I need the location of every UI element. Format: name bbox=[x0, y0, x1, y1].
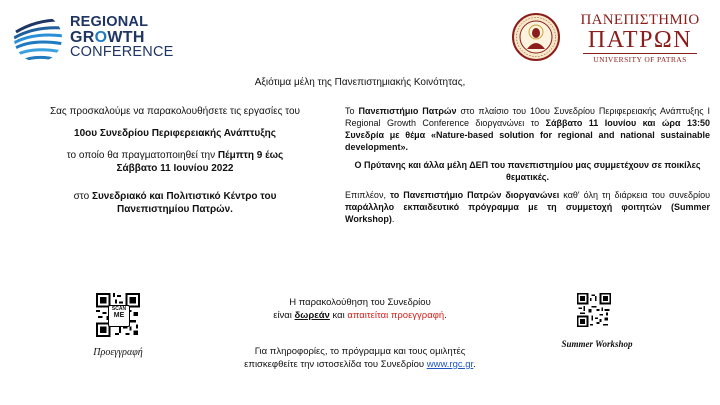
upatras-line-2: ΠΑΤΡΩΝ bbox=[587, 27, 693, 53]
right-description bbox=[345, 105, 710, 225]
greeting: Αξιότιμα μέλη της Πανεπιστημιακής Κοινότητας, bbox=[254, 77, 466, 88]
left-date-line: το οποίο θα πραγματοποιηθεί την Πέμπτη 9 έως bbox=[66, 150, 284, 161]
left-venue-end: Πανεπιστημίου Πατρών. bbox=[117, 204, 233, 215]
bottom-line-2: είναι δωρεάν και απαιτείται προεγγραφή. bbox=[273, 309, 447, 321]
upatras-seal-icon bbox=[512, 13, 560, 61]
left-conference-name: 10ου Συνεδρίου Περιφερειακής Ανάπτυξης bbox=[74, 128, 276, 139]
rgc-line-conference: CONFERENCE bbox=[70, 44, 174, 60]
summer-workshop-label: Summer Workshop bbox=[561, 339, 633, 349]
rgc-line-regional: REGIONAL bbox=[70, 14, 149, 30]
bottom-info bbox=[190, 297, 530, 371]
bottom-line-1: Η παρακολούθηση του Συνεδρίου bbox=[289, 297, 431, 308]
right-p2: Ο Πρύτανης και άλλα μέλη ΔΕΠ του πανεπιστημίου μας συμμετέχουν σε ποικίλες θεματικές. bbox=[354, 160, 701, 182]
bottom-line-3: Για πληροφορίες, το πρόγραμμα και τους ομιλητές bbox=[254, 346, 466, 357]
left-invitation bbox=[10, 105, 340, 216]
right-p3: Επιπλέον, το Πανεπιστήμιο Πατρών διοργανώνει καθ' όλη τη διάρκεια του συνεδρίου παράλληλο εκπαιδευτικό πρόγραμμα με τη συμμετοχή φοιτητών (Summer Workshop). bbox=[345, 190, 711, 224]
summer-workshop-qr-code[interactable] bbox=[577, 293, 611, 327]
bottom-line-4: επισκεφθείτε την ιστοσελίδα του Συνεδρίου www.rgc.gr. bbox=[244, 358, 476, 370]
upatras-wordmark bbox=[565, 12, 715, 64]
right-p1: Το Πανεπιστήμιο Πατρών στο πλαίσιο του 10ου Συνεδρίου Περιφερειακής Ανάπτυξης I Regional Growth Conference διοργανώνει το Σάββατο 11 Ιουνίου και ώρα 13:50 Συνεδρία με θέμα «Nature-based solution for regional and national sustainable development». bbox=[345, 106, 711, 152]
upatras-line-1: ΠΑΝΕΠΙΣΤΗΜΙΟ bbox=[580, 12, 700, 28]
upatras-line-3: UNIVERSITY OF PATRAS bbox=[583, 53, 697, 64]
left-p1: Σας προσκαλούμε να παρακολουθήσετε τις εργασίες του bbox=[49, 106, 301, 117]
preregistration-label: Προεγγραφή bbox=[93, 347, 143, 358]
rgc-globe-icon bbox=[10, 10, 66, 66]
rgc-line-growth: GROWTH bbox=[70, 29, 145, 46]
left-venue-line: στο Συνεδριακό και Πολιτιστικό Κέντρο του bbox=[73, 191, 277, 202]
scan-me-badge: SCAN ME bbox=[108, 305, 130, 327]
left-date-end: Σάββατο 11 Ιουνίου 2022 bbox=[116, 163, 234, 174]
rgc-website-link[interactable]: www.rgc.gr bbox=[426, 358, 474, 370]
rgc-wordmark bbox=[70, 15, 174, 60]
